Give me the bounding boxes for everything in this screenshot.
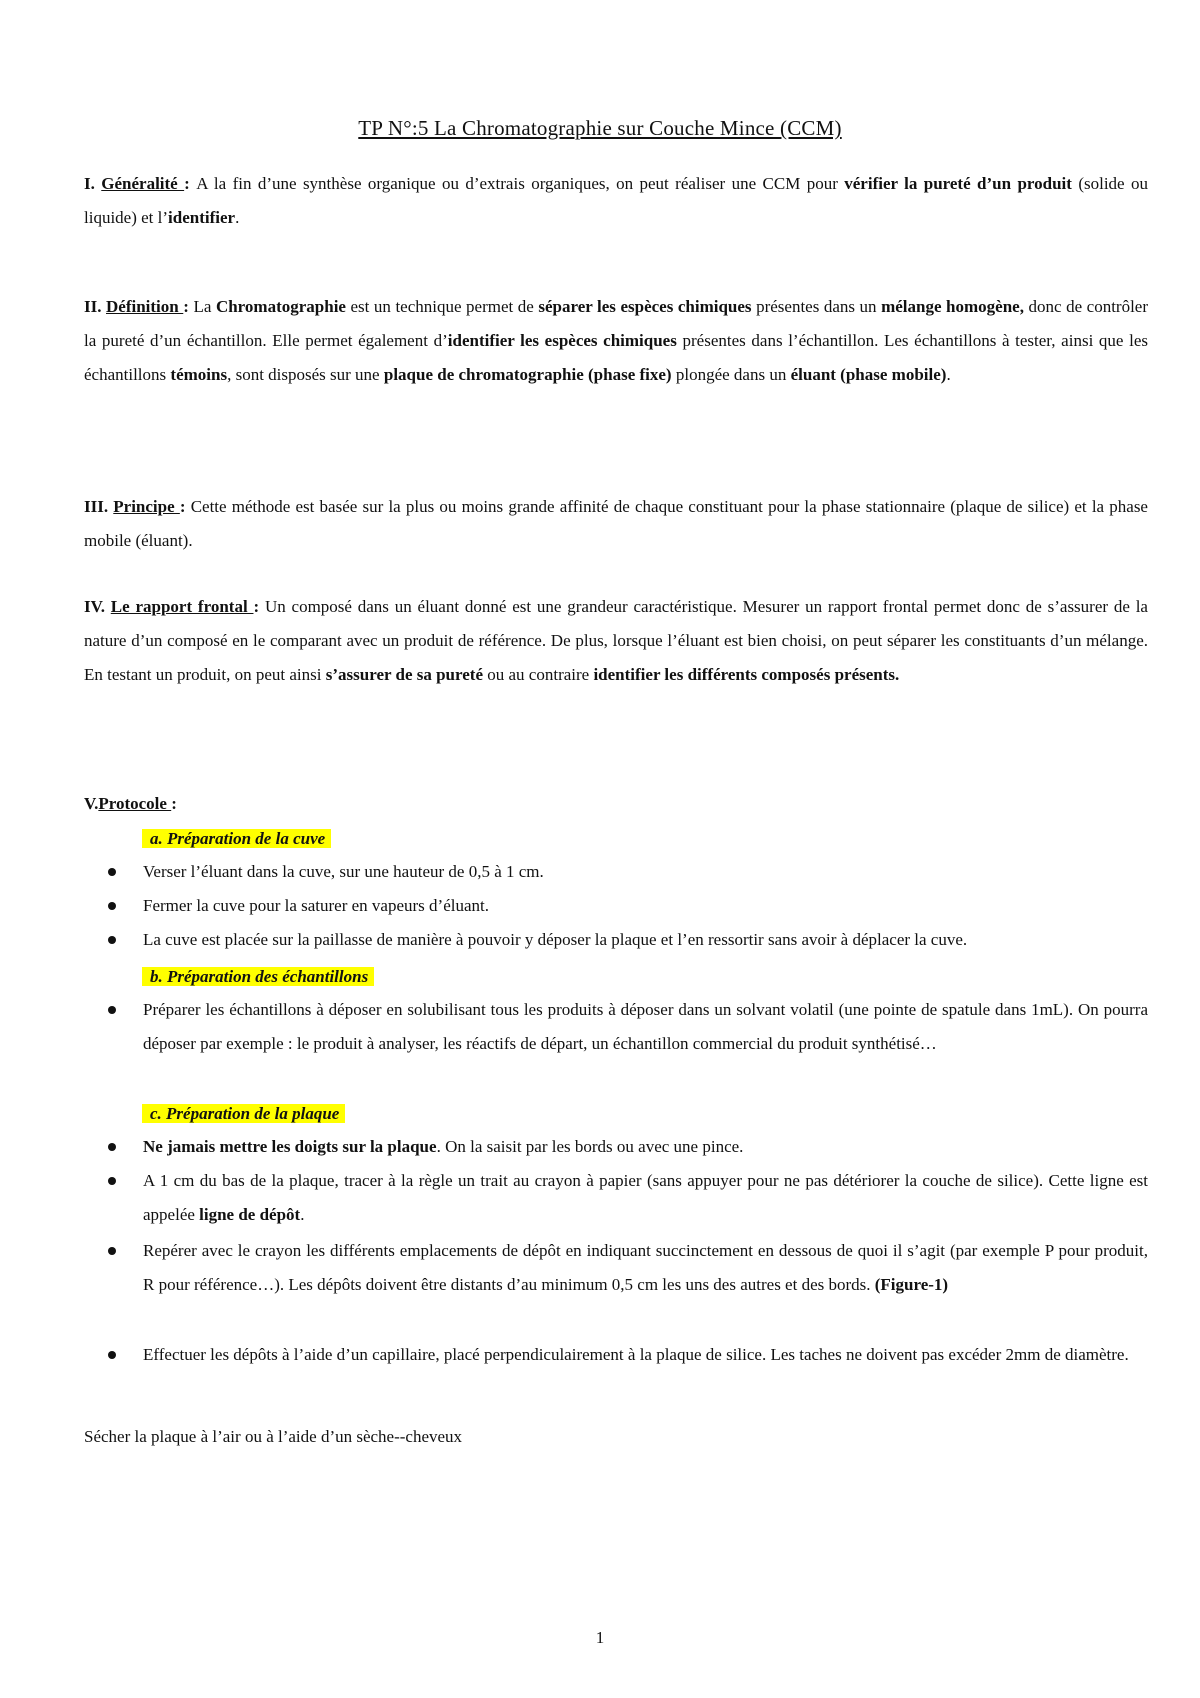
emphasis-text: Ne jamais mettre les doigts sur la plaque xyxy=(143,1137,437,1156)
subheading-preparation-echantillons xyxy=(142,963,374,991)
body-text: . xyxy=(235,208,240,227)
subheading-preparation-cuve xyxy=(142,825,331,853)
body-text: (solide ou liquide) et l’ xyxy=(84,174,1148,227)
body-text: A la fin d’une synthèse organique ou d’extrais organiques, on peut réaliser une CCM pour xyxy=(196,174,845,193)
list-item-text: Effectuer les dépôts à l’aide d’un capillaire, placé perpendiculairement à la plaque de silice. Les taches ne doivent pas excéder 2mm de diamètre. xyxy=(143,1345,1129,1364)
emphasis-text: identifier les espèces chimiques xyxy=(447,331,677,350)
highlighted-subheading: c. Préparation de la plaque xyxy=(142,1104,345,1123)
section-definition xyxy=(84,290,1148,392)
emphasis-text: ligne de dépôt xyxy=(199,1205,301,1224)
body-text: est un technique permet de xyxy=(345,297,539,316)
body-text: Un composé dans un éluant donné est une grandeur caractéristique. Mesurer un rapport frontal permet donc de s’assurer de la nature d’un composé en le comparant avec un produit de référence. De plus, lorsque l’éluant est bien choisi, on peut séparer les constituants d’un mélange. En testant un produit, on peut ainsi xyxy=(84,597,1148,684)
body-text: donc de contrôler la pureté d’un échantillon. Elle permet également d’ xyxy=(84,297,1149,350)
body-text: présentes dans l’échantillon. Les échantillons à tester, ainsi que les échantillons xyxy=(84,331,1148,384)
list-item-text xyxy=(143,1164,1148,1232)
section-number: II. xyxy=(84,297,107,316)
body-text: . xyxy=(300,1205,305,1224)
list-item-text: Préparer les échantillons à déposer en solubilisant tous les produits à déposer dans un solvant volatil (une pointe de spatule dans 1mL). On pourra déposer par exemple : le produit à analyser, les réactifs de départ, un échantillon commercial du produit synthétisé… xyxy=(143,1000,1148,1053)
list-item xyxy=(106,923,1148,957)
section-number: III. xyxy=(84,497,114,516)
body-text: La xyxy=(193,297,216,316)
heading-colon: : xyxy=(253,597,265,616)
page-number: 1 xyxy=(595,1628,605,1647)
section-heading: Principe xyxy=(113,497,180,516)
body-text: présentes dans un xyxy=(751,297,882,316)
list-item-text xyxy=(143,1234,1148,1302)
emphasis-text: séparer les espèces chimiques xyxy=(538,297,752,316)
section-generalite xyxy=(84,167,1148,235)
emphasis-text: vérifier la pureté d’un produit xyxy=(844,174,1072,193)
heading-colon: : xyxy=(184,174,197,193)
body-text: . On la saisit par les bords ou avec une pince. xyxy=(436,1137,744,1156)
list-item xyxy=(106,1130,1148,1164)
section-number: V. xyxy=(84,794,99,813)
list-item-text: Fermer la cuve pour la saturer en vapeurs d’éluant. xyxy=(143,896,489,915)
emphasis-text: témoins xyxy=(170,365,228,384)
list-item-text: La cuve est placée sur la paillasse de manière à pouvoir y déposer la plaque et l’en ressortir sans avoir à déplacer la cuve. xyxy=(143,930,968,949)
list-item xyxy=(106,1338,1148,1372)
subheading-preparation-plaque xyxy=(142,1100,345,1128)
body-text: Repérer avec le crayon les différents emplacements de dépôt en indiquant succinctement en dessous de quoi il s’agit (par exemple P pour produit, R pour référence…). Les dépôts doivent être distants d’au minimum 0,5 cm les uns des autres et des bords. xyxy=(143,1241,1148,1294)
heading-colon: : xyxy=(171,794,177,813)
emphasis-text: Chromatographie xyxy=(215,297,346,316)
section-rapport-frontal xyxy=(84,590,1148,692)
section-principe xyxy=(84,490,1148,558)
section-heading: Généralité xyxy=(101,174,185,193)
body-text: A 1 cm du bas de la plaque, tracer à la règle un trait au crayon à papier (sans appuyer pour ne pas détériorer la couche de silice). Cette ligne est appelée xyxy=(143,1171,1148,1224)
list-item xyxy=(106,1164,1148,1232)
body-text: Cette méthode est basée sur la plus ou moins grande affinité de chaque constituant pour la phase stationnaire (plaque de silice) et la phase mobile (éluant). xyxy=(84,497,1148,550)
list-item xyxy=(106,889,1148,923)
section-heading: Le rapport frontal xyxy=(110,597,254,616)
emphasis-text: identifier les différents composés présents. xyxy=(593,665,900,684)
highlighted-subheading: a. Préparation de la cuve xyxy=(142,829,331,848)
section-protocole xyxy=(84,787,1148,821)
page-title: TP N°:5 La Chromatographie sur Couche Mince (CCM) xyxy=(358,116,842,140)
section-number: IV. xyxy=(84,597,111,616)
closing-instruction: Sécher la plaque à l’air ou à l’aide d’un sèche--cheveux xyxy=(84,1427,463,1446)
body-text: . xyxy=(946,365,951,384)
heading-colon: : xyxy=(183,297,194,316)
list-item-text: Verser l’éluant dans la cuve, sur une hauteur de 0,5 à 1 cm. xyxy=(143,862,544,881)
list-item xyxy=(106,855,1148,889)
body-text: ou au contraire xyxy=(483,665,594,684)
body-text: plongée dans un xyxy=(671,365,791,384)
list-item-text xyxy=(143,1130,1148,1164)
emphasis-text: mélange homogène, xyxy=(881,297,1024,316)
highlighted-subheading: b. Préparation des échantillons xyxy=(142,967,374,986)
emphasis-text: plaque de chromatographie (phase fixe) xyxy=(383,365,672,384)
list-item xyxy=(106,993,1148,1061)
section-number: I. xyxy=(84,174,102,193)
emphasis-text: identifier xyxy=(168,208,236,227)
emphasis-text: s’assurer de sa pureté xyxy=(325,665,483,684)
body-text: , sont disposés sur une xyxy=(227,365,384,384)
emphasis-text: éluant (phase mobile) xyxy=(790,365,947,384)
section-heading: Protocole xyxy=(98,794,172,813)
section-heading: Définition xyxy=(106,297,184,316)
figure-reference: (Figure-1) xyxy=(874,1275,949,1294)
list-item xyxy=(106,1234,1148,1302)
heading-colon: : xyxy=(179,497,191,516)
